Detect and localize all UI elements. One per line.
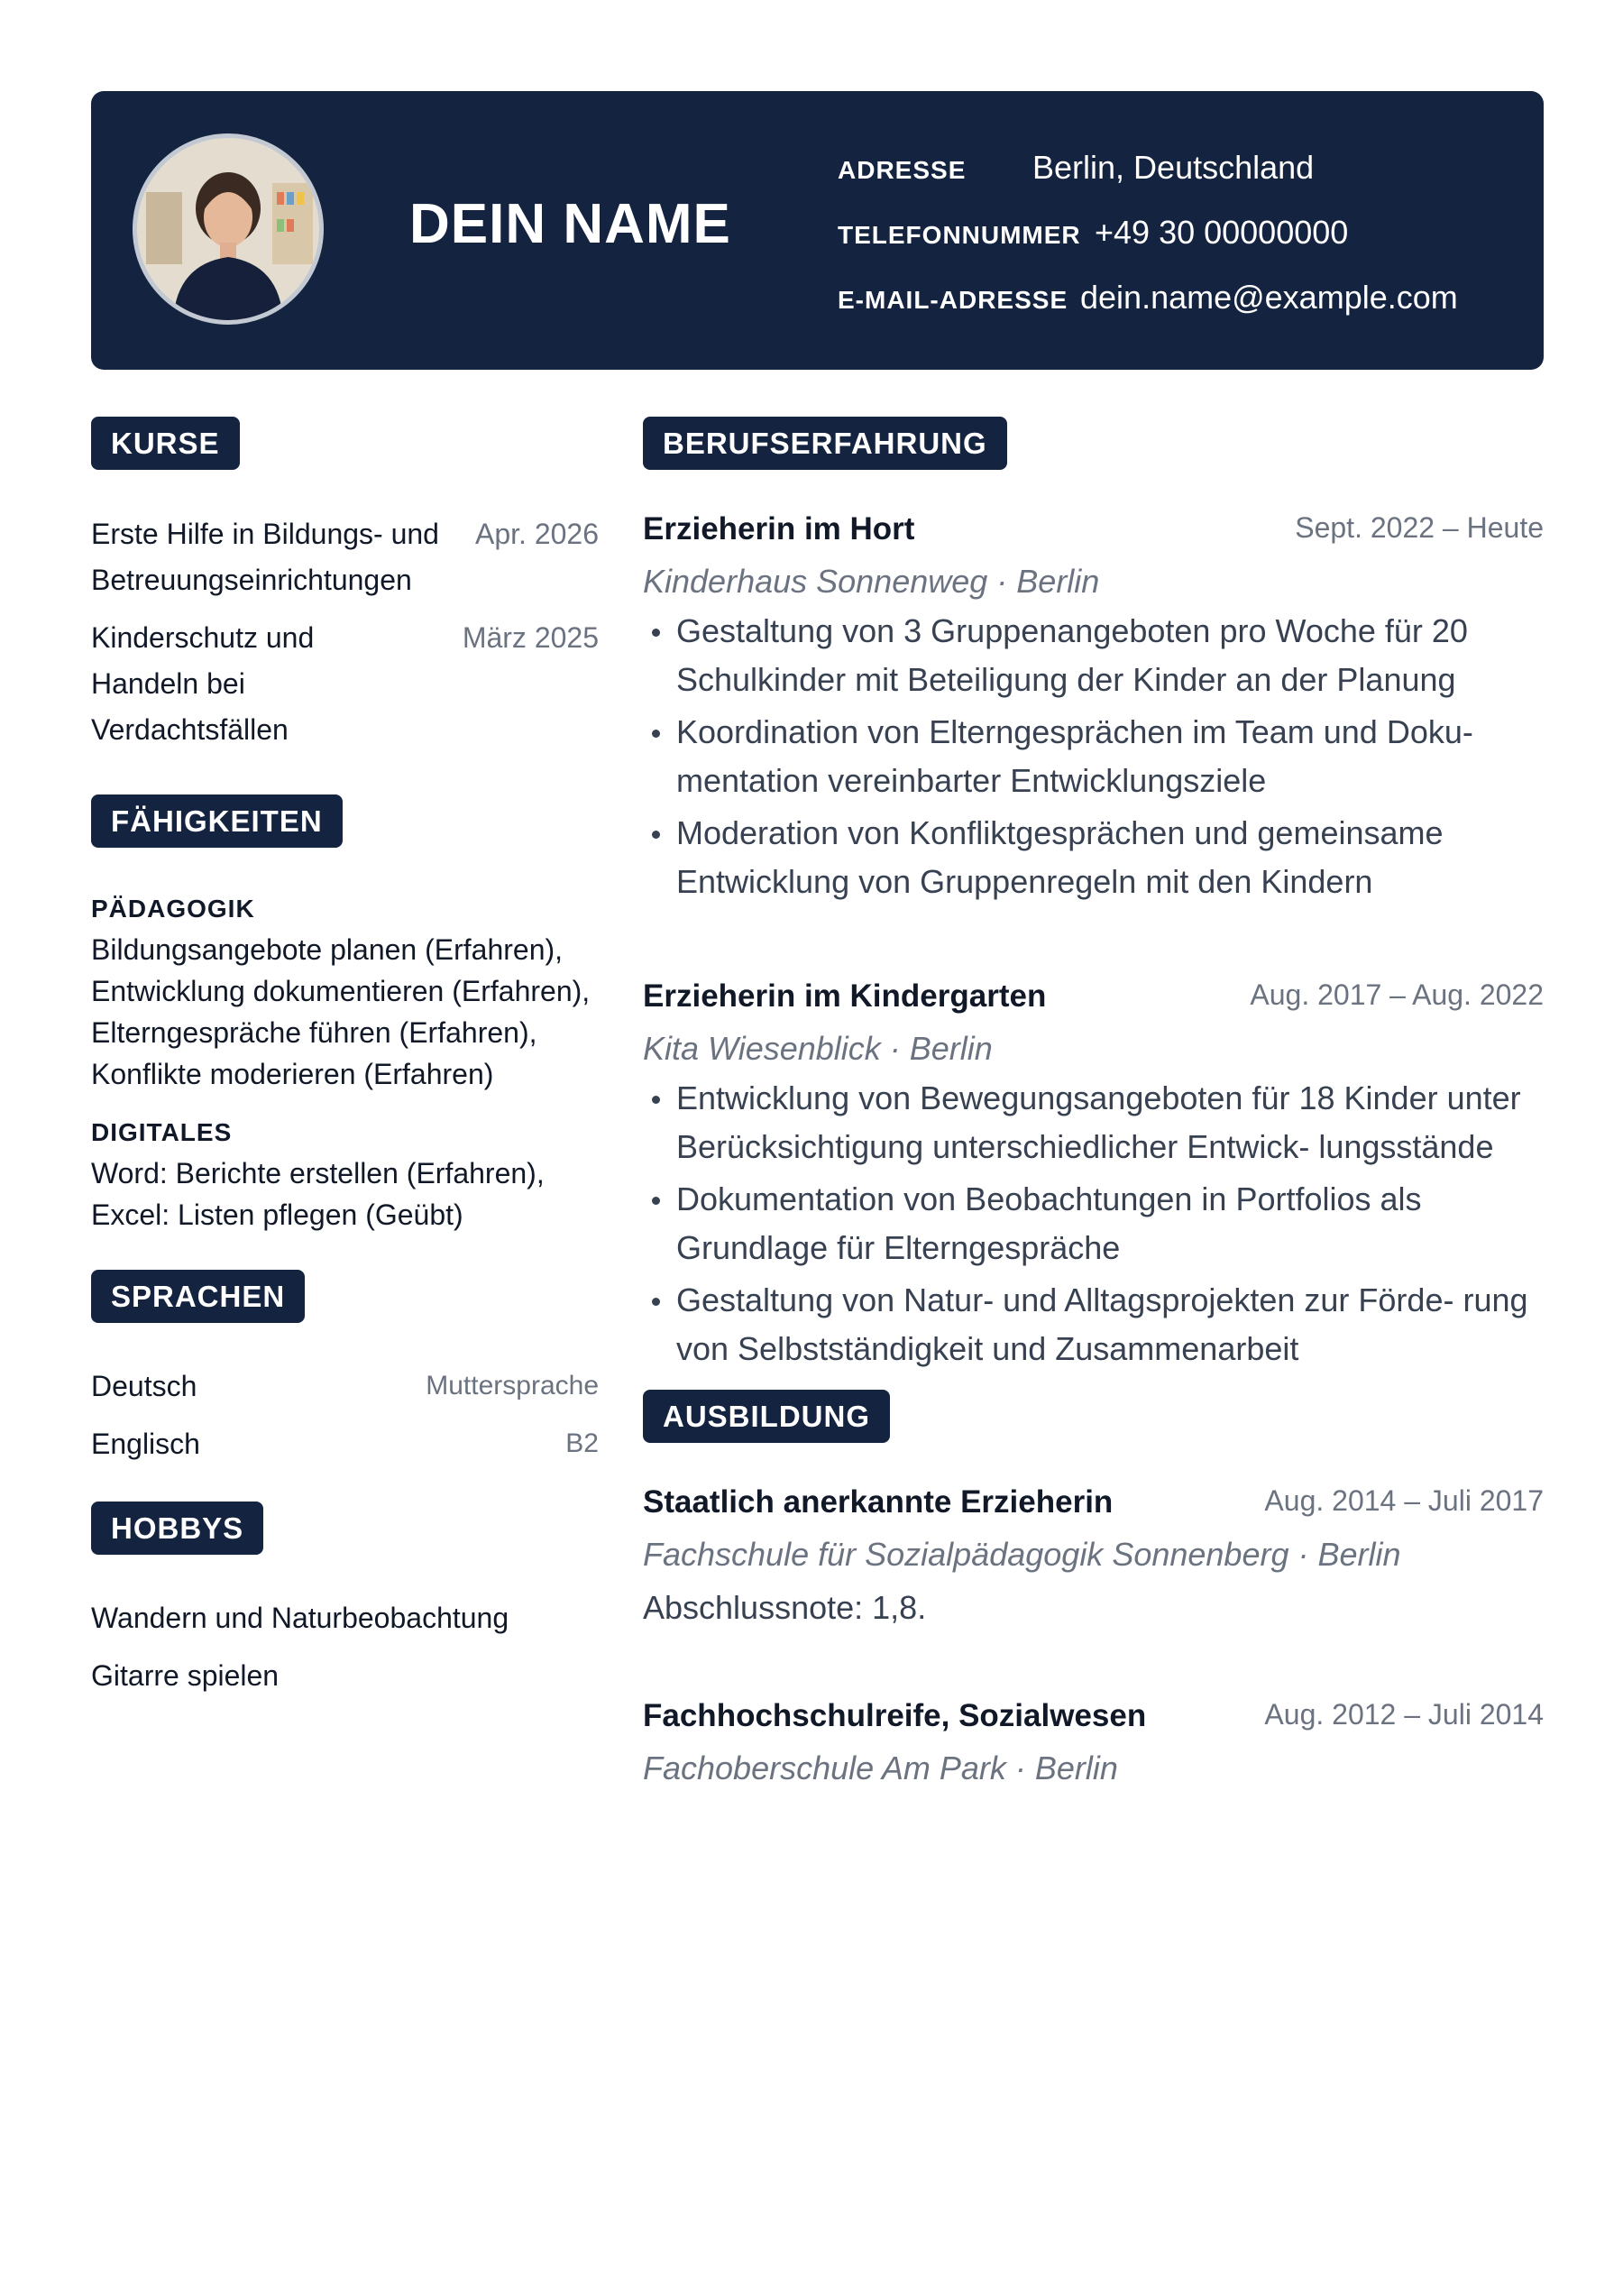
section-title: SPRACHEN — [91, 1270, 305, 1323]
sidebar-column — [91, 417, 599, 1715]
job-bullets — [643, 1074, 1544, 1373]
hobby-item: Gitarre spielen — [91, 1659, 280, 1692]
section-title: BERUFSERFAHRUNG — [643, 417, 1007, 470]
language-level: Muttersprache — [426, 1371, 599, 1401]
degree-date: Aug. 2012 – Juli 2014 — [1264, 1698, 1544, 1731]
language-item — [91, 1426, 599, 1483]
experience-entry — [643, 977, 1544, 1373]
course-item — [91, 615, 599, 753]
degree-note: Abschlussnote: 1,8. — [643, 1589, 927, 1626]
degree-date: Aug. 2014 – Juli 2017 — [1264, 1484, 1544, 1517]
skill-group-text: Word: Berichte erstellen (Erfahren), Excel: Listen pflegen (Geübt) — [91, 1157, 545, 1231]
job-date: Sept. 2022 – Heute — [1295, 511, 1544, 544]
address-value: Berlin, Deutschland — [1032, 149, 1315, 186]
job-date: Aug. 2017 – Aug. 2022 — [1250, 978, 1544, 1011]
contact-label: ADRESSE — [838, 156, 967, 184]
course-item — [91, 511, 599, 603]
section-experience — [643, 417, 1544, 1373]
course-date: Apr. 2026 — [475, 518, 599, 550]
section-courses — [91, 417, 599, 753]
language-name: Englisch — [91, 1428, 200, 1460]
contact-label: TELEFONNUMMER — [838, 221, 1081, 249]
school-name: Fachschule für Sozialpädagogik Sonnenberg · Berlin — [643, 1536, 1401, 1573]
section-title: HOBBYS — [91, 1502, 263, 1555]
job-bullet: Gestaltung von Natur- und Alltagsprojekten zur Förde- rung von Selbstständigkeit und Zusammenarbeit — [643, 1276, 1544, 1373]
skill-group-text: Bildungsangebote planen (Erfahren), Entwicklung dokumentieren (Erfahren), Elterngespräche führen (Erfahren), Konflikte moderieren (Erfahren) — [91, 933, 591, 1090]
education-entry — [643, 1483, 1544, 1628]
section-title: KURSE — [91, 417, 240, 470]
job-bullet: Moderation von Konfliktgesprächen und gemeinsame Entwicklung von Gruppenregeln mit den Kindern — [643, 809, 1544, 906]
job-bullet: Entwicklung von Bewegungsangeboten für 18 Kinder unter Berücksichtigung unterschiedlicher Entwick- lungsstände — [643, 1074, 1544, 1171]
person-portrait-icon — [137, 138, 319, 320]
course-name: Kinderschutz und Handeln bei Verdachtsfällen — [91, 621, 315, 746]
job-bullet: Koordination von Elterngesprächen im Team und Doku- mentation vereinbarter Entwicklungsziele — [643, 708, 1544, 805]
job-bullets — [643, 607, 1544, 906]
language-name: Deutsch — [91, 1370, 197, 1402]
hobby-item: Wandern und Naturbeobachtung — [91, 1602, 509, 1634]
education-entry — [643, 1696, 1544, 1788]
language-level: B2 — [565, 1428, 599, 1458]
job-bullet: Dokumentation von Beobachtungen in Portfolios als Grundlage für Elterngespräche — [643, 1175, 1544, 1272]
candidate-name: DEIN NAME — [409, 193, 731, 255]
job-bullet: Gestaltung von 3 Gruppenangeboten pro Woche für 20 Schulkinder mit Beteiligung der Kinder an der Planung — [643, 607, 1544, 704]
profile-photo — [133, 133, 324, 325]
school-name: Fachoberschule Am Park · Berlin — [643, 1750, 1118, 1786]
degree-title: Fachhochschulreife, Sozialwesen — [643, 1698, 1147, 1733]
section-hobbies — [91, 1502, 599, 1715]
course-name: Erste Hilfe in Bildungs- und Betreuungseinrichtungen — [91, 518, 439, 596]
main-column — [643, 417, 1544, 1788]
degree-title: Staatlich anerkannte Erzieherin — [643, 1484, 1114, 1520]
phone-value: +49 30 00000000 — [1095, 214, 1349, 251]
language-item — [91, 1368, 599, 1426]
contact-label: E-MAIL-ADRESSE — [838, 286, 1068, 314]
experience-entry — [643, 510, 1544, 906]
section-skills — [91, 794, 599, 1235]
job-employer: Kinderhaus Sonnenweg · Berlin — [643, 563, 1100, 600]
email-value: dein.name@example.com — [1080, 279, 1458, 316]
section-title: FÄHIGKEITEN — [91, 794, 343, 848]
course-date: März 2025 — [462, 621, 599, 654]
section-title: AUSBILDUNG — [643, 1390, 890, 1443]
skill-group-title: DIGITALES — [91, 1118, 233, 1146]
resume-header — [91, 91, 1544, 370]
skill-group-title: PÄDAGOGIK — [91, 895, 255, 923]
job-title: Erzieherin im Hort — [643, 511, 915, 546]
job-title: Erzieherin im Kindergarten — [643, 978, 1047, 1014]
section-education — [643, 1390, 1544, 1788]
section-languages — [91, 1270, 599, 1483]
job-employer: Kita Wiesenblick · Berlin — [643, 1030, 993, 1067]
